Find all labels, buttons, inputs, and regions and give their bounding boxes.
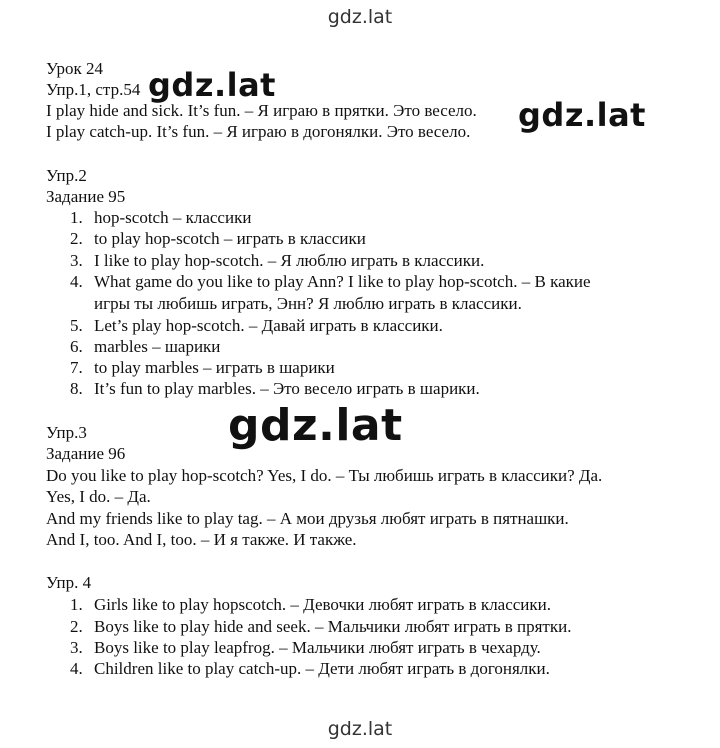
list-item	[70, 316, 443, 336]
list-item	[70, 208, 251, 228]
list-item-text: to play hop-scotch – играть в классики	[94, 229, 366, 248]
list-item-number: 7.	[70, 358, 83, 377]
list-item-text: игры ты любишь играть, Энн? Я люблю играть в классики.	[94, 294, 522, 313]
list-item-number: 1.	[70, 208, 83, 227]
list-item-number: 3.	[70, 251, 83, 270]
list-item	[70, 638, 541, 658]
exercise-4-header: Упр. 4	[46, 573, 92, 592]
exercise-1-header: Упр.1, стр.54	[46, 80, 141, 99]
list-item	[70, 659, 550, 679]
list-item-number: 2.	[70, 229, 83, 248]
exercise-3-task: Задание 96	[46, 444, 126, 463]
list-item-number: 6.	[70, 337, 83, 356]
list-item-number: 4.	[70, 659, 83, 678]
exercise-1-line: I play catch-up. It’s fun. – Я играю в догонялки. Это весело.	[46, 122, 471, 141]
watermark-overlay: gdz.lat	[518, 96, 646, 134]
exercise-3-line: And my friends like to play tag. – А мои друзья любят играть в пятнашки.	[46, 509, 569, 528]
list-item	[70, 337, 220, 357]
list-item	[70, 358, 335, 378]
exercise-2-header: Упр.2	[46, 166, 87, 185]
watermark-overlay: gdz.lat	[228, 400, 403, 451]
list-item-text: What game do you like to play Ann? I like to play hop-scotch. – В какие	[94, 272, 591, 291]
list-item-continuation	[70, 294, 522, 314]
list-item-text: It’s fun to play marbles. – Это весело играть в шарики.	[94, 379, 480, 398]
list-item-number: 1.	[70, 595, 83, 614]
watermark-overlay: gdz.lat	[148, 66, 276, 104]
list-item-number: 5.	[70, 316, 83, 335]
lesson-title: Урок 24	[46, 59, 104, 78]
exercise-3-header: Упр.3	[46, 423, 87, 442]
list-item-text: marbles – шарики	[94, 337, 221, 356]
list-item	[70, 229, 366, 249]
list-item-text: to play marbles – играть в шарики	[94, 358, 335, 377]
list-item-text: Children like to play catch-up. – Дети любят играть в догонялки.	[94, 659, 550, 678]
list-item-text: Boys like to play hide and seek. – Мальчики любят играть в прятки.	[94, 617, 572, 636]
list-item-number: 3.	[70, 638, 83, 657]
exercise-3-line: Yes, I do. – Да.	[46, 487, 151, 506]
exercise-2-task: Задание 95	[46, 187, 126, 206]
list-item-text: Let’s play hop-scotch. – Давай играть в классики.	[94, 316, 443, 335]
exercise-1-line: I play hide and sick. It’s fun. – Я играю в прятки. Это весело.	[46, 101, 477, 120]
exercise-3-line: And I, too. And I, too. – И я также. И также.	[46, 530, 357, 549]
list-item-text: Boys like to play leapfrog. – Мальчики любят играть в чехарду.	[94, 638, 541, 657]
watermark-top: gdz.lat	[327, 6, 393, 28]
list-item-number: 4.	[70, 272, 83, 291]
list-item-text: hop-scotch – классики	[94, 208, 252, 227]
exercise-3-line: Do you like to play hop-scotch? Yes, I do. – Ты любишь играть в классики? Да.	[46, 466, 603, 485]
list-item	[70, 617, 571, 637]
list-item	[70, 251, 484, 271]
watermark-bottom: gdz.lat	[327, 718, 393, 740]
list-item-text: I like to play hop-scotch. – Я люблю играть в классики.	[94, 251, 485, 270]
list-item-number: 8.	[70, 379, 83, 398]
list-item-text: Girls like to play hopscotch. – Девочки любят играть в классики.	[94, 595, 552, 614]
list-item	[70, 379, 480, 399]
list-item	[70, 595, 551, 615]
list-item-number: 2.	[70, 617, 83, 636]
list-item	[70, 272, 591, 292]
